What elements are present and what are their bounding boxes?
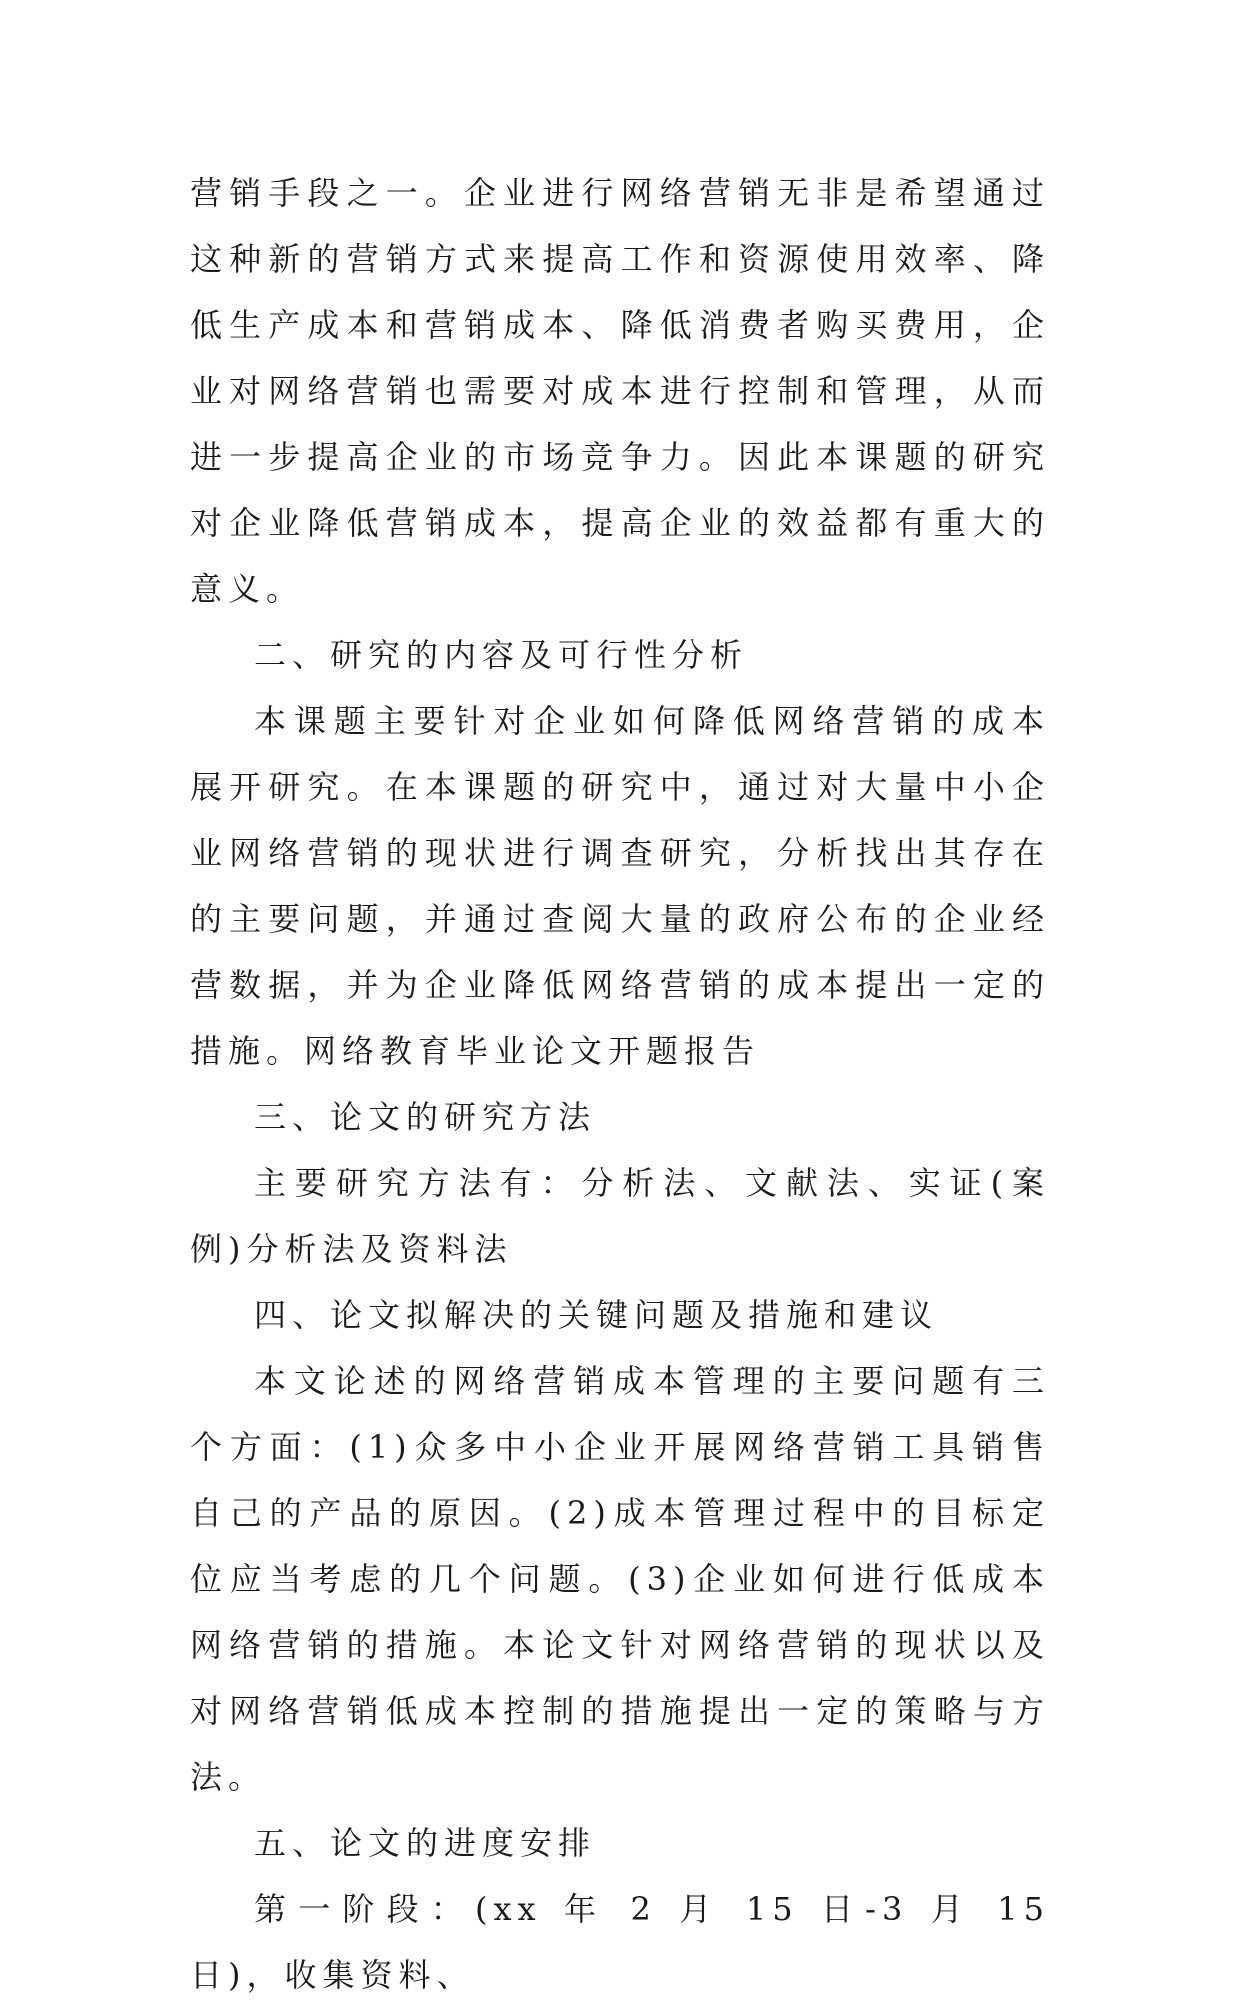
paragraph-key-issues: 本文论述的网络营销成本管理的主要问题有三个方面：(1)众多中小企业开展网络营销工具销售自己的产品的原因。(2)成本管理过程中的目标定位应当考虑的几个问题。(3)企业如何进行低成本网络营销的措施。本论文针对网络营销的现状以及对网络营销低成本控制的措施提出一定的策略与方法。 (190, 1362, 1050, 1796)
section-heading-5: 五、论文的进度安排 (254, 1824, 597, 1862)
paragraph-schedule-stage-1: 第一阶段：(xx 年 2 月 15 日-3 月 15 日)，收集资料、 (190, 1890, 1050, 1994)
paragraph-research-content: 本课题主要针对企业如何降低网络营销的成本展开研究。在本课题的研究中，通过对大量中小企业网络营销的现状进行调查研究，分析找出其存在的主要问题，并通过查阅大量的政府公布的企业经营数据，并为企业降低网络营销的成本提出一定的措施。网络教育毕业论文开题报告 (190, 702, 1050, 1070)
section-heading-3: 三、论文的研究方法 (254, 1098, 597, 1136)
section-heading-4: 四、论文拟解决的关键问题及措施和建议 (254, 1296, 939, 1334)
paragraph-significance: 营销手段之一。企业进行网络营销无非是希望通过这种新的营销方式来提高工作和资源使用效率、降低生产成本和营销成本、降低消费者购买费用，企业对网络营销也需要对成本进行控制和管理，从而进一步提高企业的市场竞争力。因此本课题的研究对企业降低营销成本，提高企业的效益都有重大的意义。 (190, 174, 1050, 608)
paragraph-research-methods: 主要研究方法有：分析法、文献法、实证(案例)分析法及资料法 (190, 1164, 1050, 1268)
document-body (190, 160, 1050, 2008)
section-heading-2: 二、研究的内容及可行性分析 (254, 636, 749, 674)
